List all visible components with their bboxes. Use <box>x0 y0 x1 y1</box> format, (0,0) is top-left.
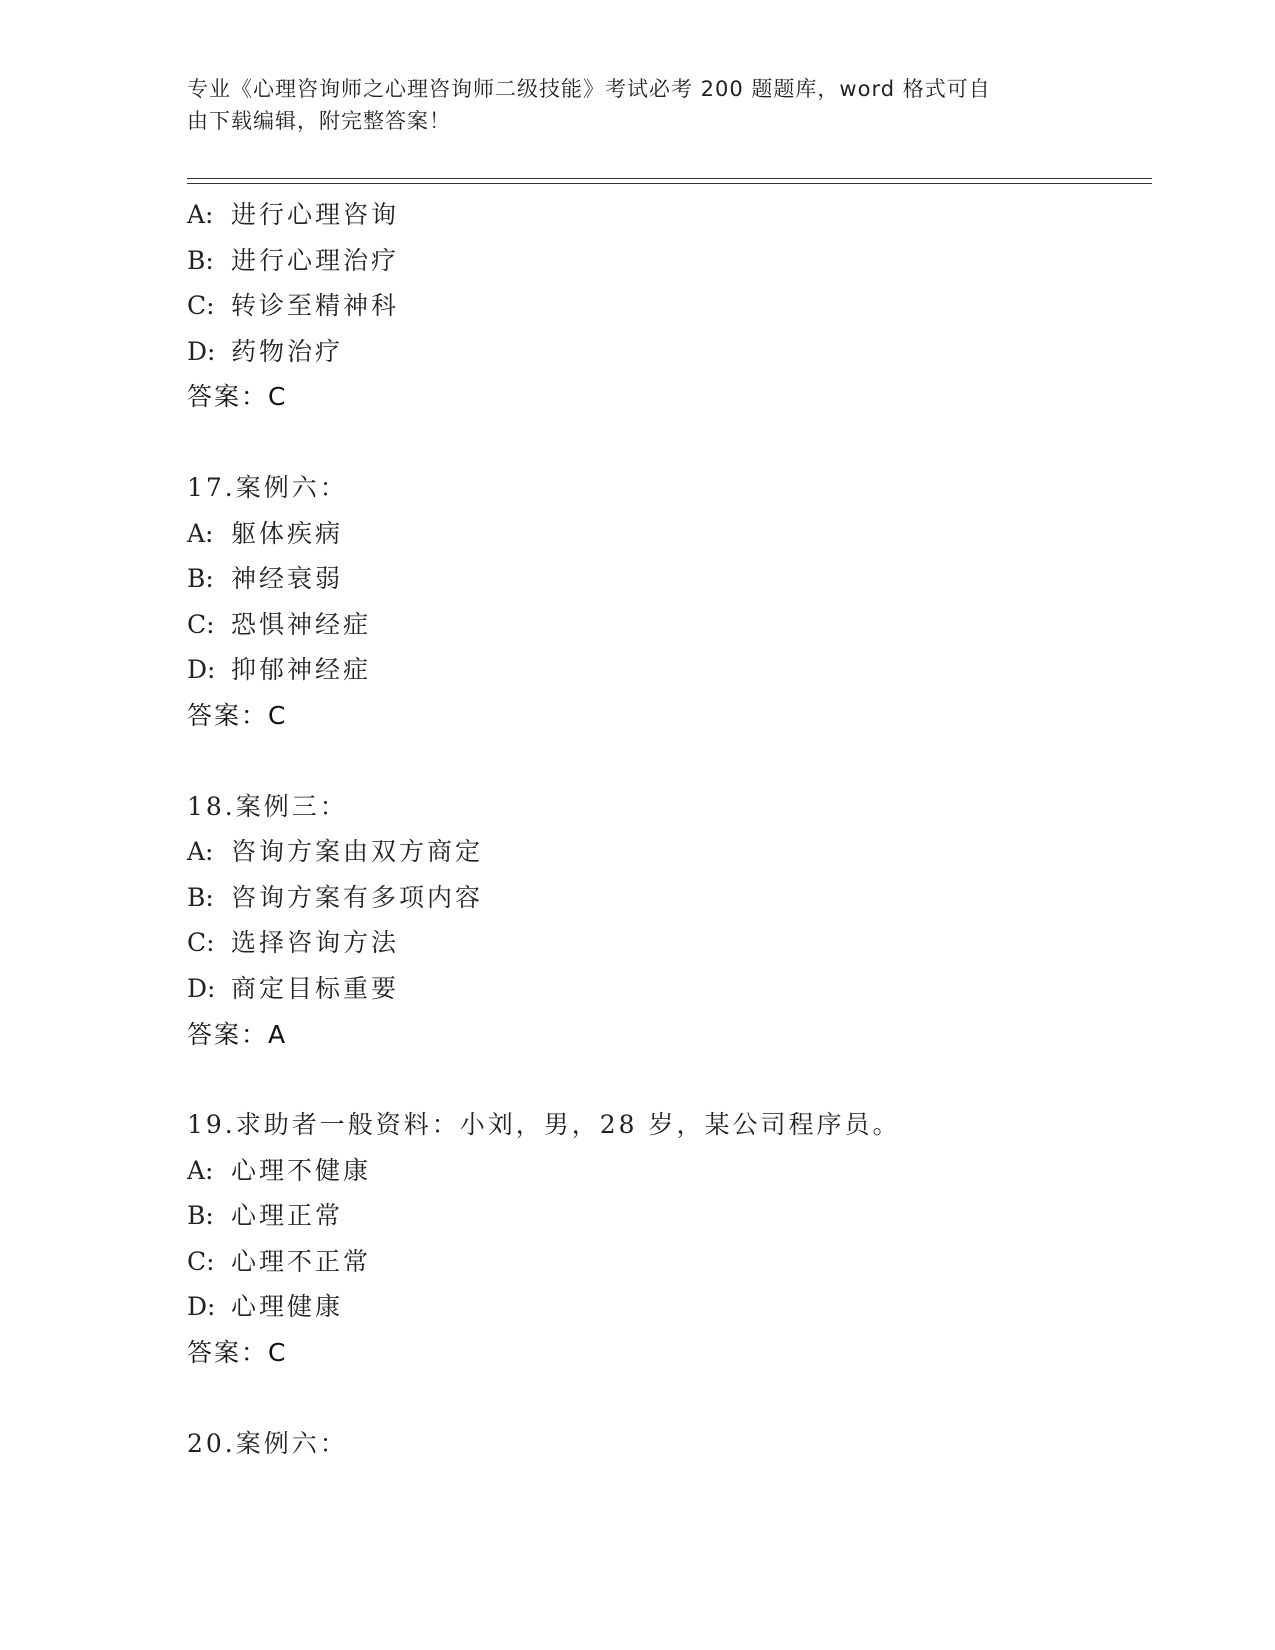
option-c: C: 选择咨询方法 <box>187 928 400 958</box>
header-line-1: 专业《心理咨询师之心理咨询师二级技能》考试必考 200 题题库，word 格式可自 <box>187 77 991 101</box>
question-block <box>187 1421 1147 1467</box>
option-a: A: 咨询方案由双方商定 <box>187 837 484 867</box>
option-c: C: 恐惧神经症 <box>187 609 372 639</box>
option-a: A: 心理不健康 <box>187 1155 372 1185</box>
question-block <box>187 192 1147 420</box>
block-spacer <box>187 1057 1147 1102</box>
option-b: B: 咨询方案有多项内容 <box>187 882 484 912</box>
document-header <box>187 73 1067 137</box>
option-d: D: 心理健康 <box>187 1292 344 1322</box>
question-title: 18.案例三： <box>187 791 348 821</box>
option-c: C: 转诊至精神科 <box>187 291 400 321</box>
header-divider-bottom <box>187 183 1152 184</box>
question-block <box>187 784 1147 1058</box>
option-d: D: 抑郁神经症 <box>187 655 372 685</box>
option-d: D: 药物治疗 <box>187 336 344 366</box>
option-b: B: 进行心理治疗 <box>187 245 400 275</box>
option-a: A: 躯体疾病 <box>187 518 344 548</box>
answer-line: 答案：C <box>187 382 288 412</box>
question-block <box>187 1102 1147 1376</box>
option-b: B: 神经衰弱 <box>187 564 344 594</box>
option-c: C: 心理不正常 <box>187 1246 372 1276</box>
question-block <box>187 465 1147 739</box>
option-b: B: 心理正常 <box>187 1201 344 1231</box>
question-title: 20.案例六： <box>187 1428 348 1458</box>
answer-line: 答案：A <box>187 1019 288 1049</box>
option-d: D: 商定目标重要 <box>187 973 400 1003</box>
question-title: 17.案例六： <box>187 472 348 502</box>
option-a: A: 进行心理咨询 <box>187 200 400 229</box>
question-list <box>187 192 1147 1466</box>
block-spacer <box>187 420 1147 465</box>
header-divider-top <box>187 178 1152 179</box>
block-spacer <box>187 1376 1147 1421</box>
header-line-2: 由下载编辑，附完整答案！ <box>187 109 451 133</box>
answer-line: 答案：C <box>187 700 288 730</box>
block-spacer <box>187 739 1147 784</box>
question-title: 19.求助者一般资料：小刘，男，28 岁，某公司程序员。 <box>187 1110 901 1140</box>
answer-line: 答案：C <box>187 1338 288 1368</box>
